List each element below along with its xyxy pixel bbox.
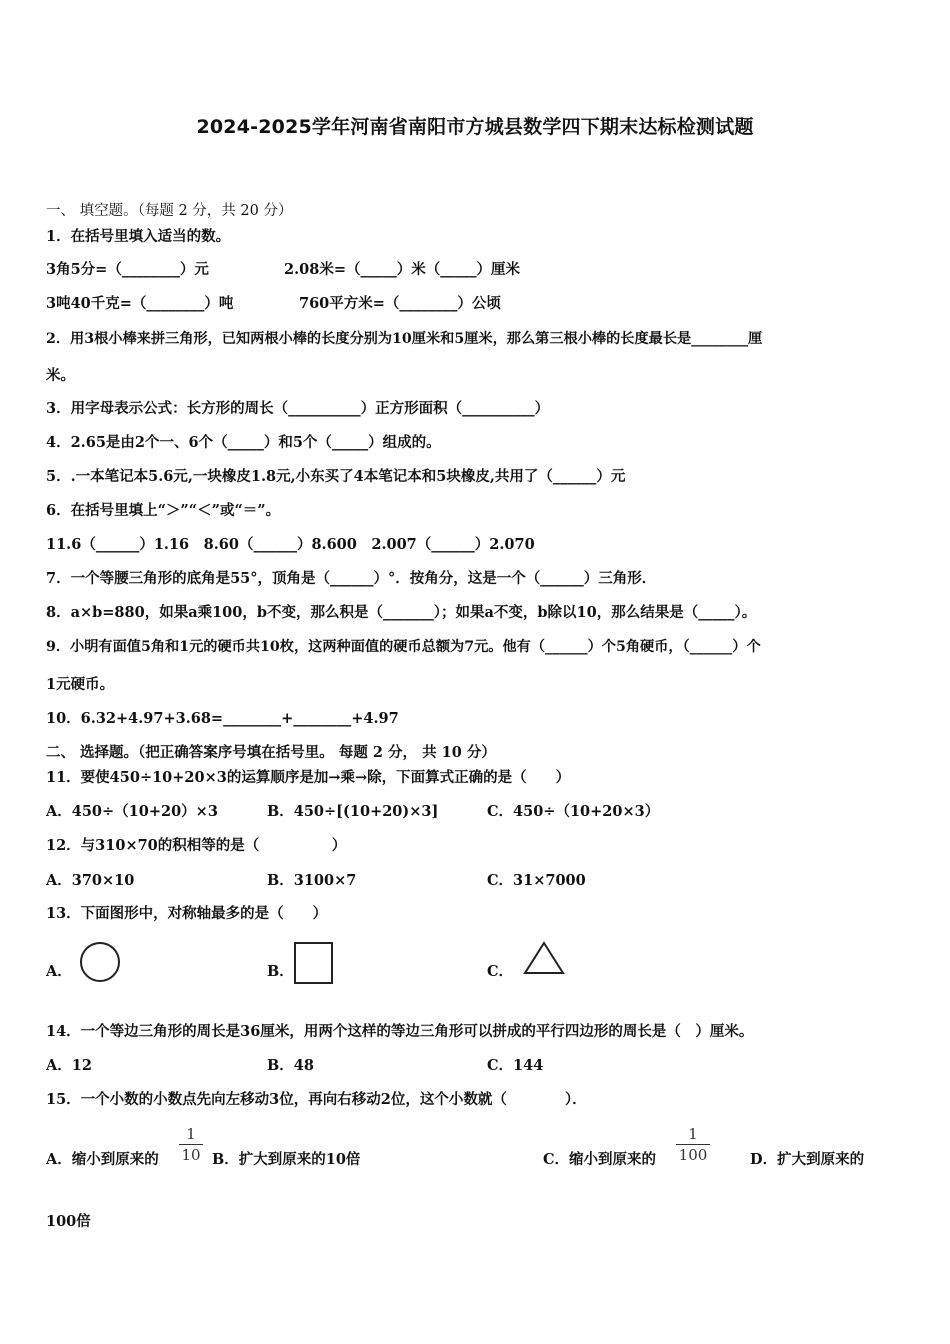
q1-row2-right: 760平方米=（________）公顷	[299, 295, 501, 312]
q2-line2: 米。	[46, 367, 75, 384]
q15-option-c: C．缩小到原来的	[543, 1151, 657, 1168]
q13-option-b: B．	[267, 963, 294, 980]
q9-line2: 1元硬币。	[46, 676, 115, 693]
q14-option-a: A．12	[46, 1057, 92, 1074]
q11-option-a: A．450÷（10+20）×3	[46, 803, 218, 820]
q15-fraction-c-denominator: 100	[678, 1146, 708, 1164]
q15-option-b: B．扩大到原来的10倍	[212, 1151, 361, 1168]
q11-option-b: B．450÷[(10+20)×3]	[267, 803, 439, 820]
q6-items: 11.6（______）1.16 8.60（______）8.600 2.007（______）2.070	[46, 536, 535, 553]
q11-option-c: C．450÷（10+20×3）	[487, 803, 660, 820]
q15-option-d-continued: 100倍	[46, 1213, 91, 1230]
q15-fraction-c	[676, 1125, 710, 1164]
q15-option-d: D．扩大到原来的	[750, 1151, 865, 1168]
q15-fraction-a-numerator: 1	[186, 1125, 196, 1143]
q1-row2-left: 3吨40千克=（________）吨	[46, 295, 234, 312]
q5-text: 5．.一本笔记本5.6元,一块橡皮1.8元,小东买了4本笔记本和5块橡皮,共用了（______）元	[46, 468, 626, 485]
q12-option-b: B．3100×7	[267, 872, 357, 889]
q3-text: 3．用字母表示公式：长方形的周长（__________）正方形面积（__________）	[46, 400, 550, 417]
page-title: 2024-2025学年河南省南阳市方城县数学四下期末达标检测试题	[196, 116, 754, 138]
q1-stem: 1．在括号里填入适当的数。	[46, 228, 231, 245]
q13-option-c: C．	[487, 963, 514, 980]
section-1-heading: 一、 填空题。（每题 2 分，共 20 分）	[46, 203, 293, 219]
q15-stem: 15．一个小数的小数点先向左移动3位，再向右移动2位，这个小数就（ ）．	[46, 1091, 587, 1108]
q10-text: 10．6.32+4.97+3.68=________+________+4.97	[46, 710, 399, 727]
q12-option-a: A．370×10	[46, 872, 135, 889]
q15-fraction-a	[179, 1125, 203, 1164]
q7-text: 7．一个等腰三角形的底角是55°，顶角是（______）°．按角分，这是一个（______）三角形．	[46, 570, 657, 587]
triangle-icon	[522, 940, 566, 976]
square-icon	[293, 941, 335, 985]
q12-option-c: C．31×7000	[487, 872, 586, 889]
q2-line1: 2．用3根小棒来拼三角形，已知两根小棒的长度分别为10厘米和5厘米，那么第三根小棒的长度最长是________厘	[46, 331, 763, 347]
section-2-heading: 二、 选择题。（把正确答案序号填在括号里。 每题 2 分， 共 10 分）	[46, 744, 496, 761]
q15-fraction-a-denominator: 10	[181, 1146, 201, 1164]
q13-option-a: A．	[46, 963, 72, 980]
q11-stem: 11．要使450÷10+20×3的运算顺序是加→乘→除，下面算式正确的是（ ）	[46, 769, 571, 786]
q9-line1: 9．小明有面值5角和1元的硬币共10枚，这两种面值的硬币总额为7元。他有（______）个5角硬币，（______）个	[46, 639, 761, 655]
q15-option-a: A．缩小到原来的	[46, 1151, 159, 1168]
q1-row1-right: 2.08米=（_____）米（_____）厘米	[284, 261, 520, 278]
q6-stem: 6．在括号里填上“＞”“＜”或“＝”。	[46, 502, 281, 519]
q12-stem: 12．与310×70的积相等的是（ ）	[46, 837, 347, 854]
q8-text: 8．a×b=880，如果a乘100，b不变，那么积是（_______）；如果a不变，b除以10，那么结果是（_____）。	[46, 604, 757, 621]
q14-option-b: B．48	[267, 1057, 314, 1074]
q14-option-c: C．144	[487, 1057, 544, 1074]
q4-text: 4．2.65是由2个一、6个（_____）和5个（_____）组成的。	[46, 434, 441, 451]
q1-row1-left: 3角5分=（________）元	[46, 261, 209, 278]
q13-stem: 13．下面图形中，对称轴最多的是（ ）	[46, 905, 328, 922]
q15-fraction-c-numerator: 1	[688, 1125, 698, 1143]
circle-icon	[78, 940, 122, 984]
q14-stem: 14．一个等边三角形的周长是36厘米，用两个这样的等边三角形可以拼成的平行四边形的周长是（ ）厘米。	[46, 1023, 754, 1040]
